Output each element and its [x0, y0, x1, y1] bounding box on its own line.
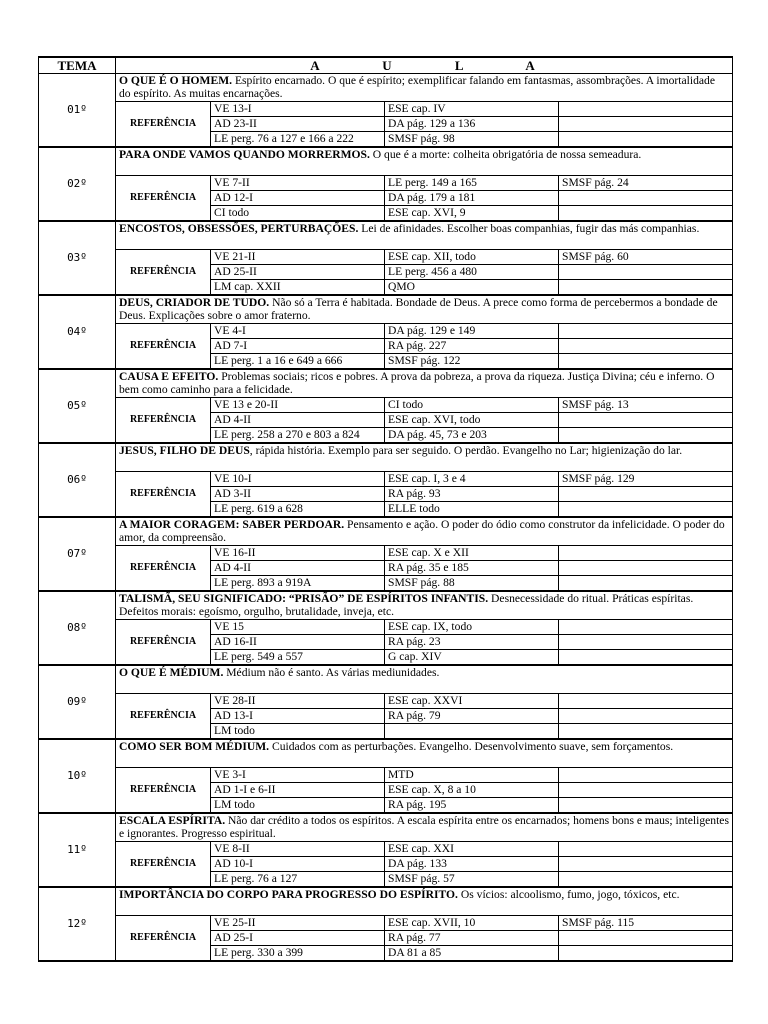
reference-cell: LE perg. 1 a 16 e 649 a 666 — [211, 354, 385, 370]
reference-cell — [559, 620, 733, 635]
reference-cell: VE 28-II — [211, 694, 385, 709]
reference-cell: RA pág. 227 — [385, 339, 559, 354]
lesson-title-row — [39, 517, 733, 546]
reference-cell — [559, 576, 733, 592]
lesson-description — [116, 887, 733, 916]
reference-cell: VE 7-II — [211, 176, 385, 191]
reference-row — [39, 176, 733, 191]
reference-cell: SMSF pág. 115 — [559, 916, 733, 931]
reference-cell — [559, 102, 733, 117]
lesson-description — [116, 295, 733, 324]
reference-label: REFERÊNCIA — [116, 546, 211, 592]
reference-cell: VE 3-I — [211, 768, 385, 783]
reference-cell: VE 15 — [211, 620, 385, 635]
reference-cell: RA pág. 23 — [385, 635, 559, 650]
reference-cell: SMSF pág. 129 — [559, 472, 733, 487]
lesson-rows — [39, 74, 733, 962]
reference-cell — [559, 561, 733, 576]
reference-cell: LE perg. 893 a 919A — [211, 576, 385, 592]
reference-row — [39, 694, 733, 709]
reference-cell: LE perg. 258 a 270 e 803 a 824 — [211, 428, 385, 444]
lesson-description — [116, 813, 733, 842]
lesson-title-row — [39, 739, 733, 768]
reference-cell — [559, 132, 733, 148]
lesson-number: 10º — [39, 739, 116, 813]
lesson-text: Não só a Terra é habitada. Bondade de Deus. A prece como forma de percebermos a bondade de Deus. Explicações sobre o amor fraterno. — [119, 296, 718, 323]
lesson-number: 07º — [39, 517, 116, 591]
reference-row — [39, 398, 733, 413]
lesson-text: , rápida história. Exemplo para ser seguido. O perdão. Evangelho no Lar; higienização do lar. — [249, 444, 683, 457]
lesson-text: Cuidados com as perturbações. Evangelho. Desenvolvimento suave, sem forçamentos. — [269, 740, 674, 753]
reference-cell — [559, 709, 733, 724]
reference-cell: DA pág. 45, 73 e 203 — [385, 428, 559, 444]
reference-cell: SMSF pág. 13 — [559, 398, 733, 413]
lesson-number: 01º — [39, 74, 116, 148]
lesson-description — [116, 739, 733, 768]
reference-cell — [559, 724, 733, 740]
reference-cell — [559, 487, 733, 502]
lesson-title-row — [39, 591, 733, 620]
lesson-title: JESUS, FILHO DE DEUS — [119, 444, 250, 457]
reference-cell — [559, 931, 733, 946]
reference-cell: LE perg. 76 a 127 — [211, 872, 385, 888]
lesson-text: Problemas sociais; ricos e pobres. A prova da pobreza, a prova da riqueza. Justiça Divina; céu e inferno. O bem como caminho para a felicidade. — [119, 370, 715, 397]
reference-cell: LM todo — [211, 798, 385, 814]
reference-row — [39, 324, 733, 339]
reference-cell: AD 4-II — [211, 561, 385, 576]
reference-cell — [559, 428, 733, 444]
lesson-title: TALISMÃ, SEU SIGNIFICADO: “PRISÃO” DE ESPÍRITOS INFANTIS. — [119, 592, 489, 605]
lesson-description — [116, 443, 733, 472]
lesson-number: 03º — [39, 221, 116, 295]
reference-cell — [559, 502, 733, 518]
lesson-title: PARA ONDE VAMOS QUANDO MORRERMOS. — [119, 148, 370, 161]
lesson-number: 04º — [39, 295, 116, 369]
reference-cell: ESE cap. XXI — [385, 842, 559, 857]
reference-cell: ELLE todo — [385, 502, 559, 518]
lesson-title-row — [39, 221, 733, 250]
reference-cell: SMSF pág. 60 — [559, 250, 733, 265]
reference-cell — [559, 783, 733, 798]
reference-cell: VE 4-I — [211, 324, 385, 339]
reference-cell: RA pág. 93 — [385, 487, 559, 502]
lesson-title-row — [39, 295, 733, 324]
lesson-title: O QUE É O HOMEM. — [119, 74, 233, 87]
lesson-description — [116, 665, 733, 694]
reference-cell: AD 25-I — [211, 931, 385, 946]
reference-cell — [559, 768, 733, 783]
lesson-number: 09º — [39, 665, 116, 739]
reference-cell: ESE cap. IX, todo — [385, 620, 559, 635]
reference-cell: ESE cap. XVI, 9 — [385, 206, 559, 222]
reference-label: REFERÊNCIA — [116, 102, 211, 148]
lesson-text: Não dar crédito a todos os espíritos. A escala espírita entre os encarnados; homens bons e maus; inteligentes e ignorantes. Progresso espiritual. — [119, 814, 729, 841]
reference-cell — [559, 324, 733, 339]
reference-cell: ESE cap. XII, todo — [385, 250, 559, 265]
lesson-number: 05º — [39, 369, 116, 443]
reference-cell: DA pág. 133 — [385, 857, 559, 872]
reference-label: REFERÊNCIA — [116, 324, 211, 370]
reference-cell: ESE cap. XXVI — [385, 694, 559, 709]
reference-cell: AD 10-I — [211, 857, 385, 872]
reference-row — [39, 546, 733, 561]
reference-label: REFERÊNCIA — [116, 176, 211, 222]
reference-row — [39, 768, 733, 783]
reference-cell: VE 8-II — [211, 842, 385, 857]
aula-header: A U L A — [116, 57, 733, 74]
reference-cell — [559, 694, 733, 709]
lesson-title: DEUS, CRIADOR DE TUDO. — [119, 296, 270, 309]
reference-cell: ESE cap. X e XII — [385, 546, 559, 561]
reference-cell — [559, 280, 733, 296]
reference-cell — [559, 798, 733, 814]
reference-row — [39, 916, 733, 931]
lesson-title: ESCALA ESPÍRITA. — [119, 814, 226, 827]
reference-cell: QMO — [385, 280, 559, 296]
reference-cell: RA pág. 77 — [385, 931, 559, 946]
reference-cell: DA 81 a 85 — [385, 946, 559, 962]
reference-cell: CI todo — [211, 206, 385, 222]
reference-cell: ESE cap. I, 3 e 4 — [385, 472, 559, 487]
reference-cell: SMSF pág. 122 — [385, 354, 559, 370]
lesson-title-row — [39, 443, 733, 472]
reference-cell: LE perg. 76 a 127 e 166 a 222 — [211, 132, 385, 148]
reference-cell: MTD — [385, 768, 559, 783]
reference-cell — [559, 546, 733, 561]
reference-cell — [559, 635, 733, 650]
reference-cell: G cap. XIV — [385, 650, 559, 666]
reference-cell: SMSF pág. 57 — [385, 872, 559, 888]
reference-cell: ESE cap. XVII, 10 — [385, 916, 559, 931]
reference-cell — [559, 206, 733, 222]
reference-cell — [559, 857, 733, 872]
reference-cell: ESE cap. X, 8 a 10 — [385, 783, 559, 798]
reference-cell — [559, 339, 733, 354]
reference-label: REFERÊNCIA — [116, 398, 211, 444]
reference-cell — [559, 265, 733, 280]
reference-cell: LM cap. XXII — [211, 280, 385, 296]
reference-cell: VE 13-I — [211, 102, 385, 117]
lesson-description — [116, 221, 733, 250]
reference-cell: LE perg. 149 a 165 — [385, 176, 559, 191]
reference-cell — [559, 872, 733, 888]
lesson-description — [116, 147, 733, 176]
reference-row — [39, 102, 733, 117]
reference-cell — [559, 413, 733, 428]
reference-cell — [559, 191, 733, 206]
lesson-title: O QUE É MÉDIUM. — [119, 666, 224, 679]
lesson-title-row — [39, 887, 733, 916]
reference-cell: AD 23-II — [211, 117, 385, 132]
lesson-description — [116, 517, 733, 546]
reference-cell: LE perg. 619 a 628 — [211, 502, 385, 518]
tema-header: TEMA — [39, 57, 116, 74]
reference-label: REFERÊNCIA — [116, 620, 211, 666]
lesson-text: Pensamento e ação. O poder do ódio como construtor da infelicidade. O poder do amor, da compreensão. — [119, 518, 725, 545]
reference-cell — [559, 117, 733, 132]
reference-cell: AD 4-II — [211, 413, 385, 428]
lesson-table — [38, 56, 733, 962]
reference-row — [39, 620, 733, 635]
lesson-title-row — [39, 369, 733, 398]
lesson-description — [116, 74, 733, 102]
lesson-title: IMPORTÂNCIA DO CORPO PARA PROGRESSO DO ESPÍRITO. — [119, 888, 458, 901]
reference-cell: LM todo — [211, 724, 385, 740]
reference-row — [39, 842, 733, 857]
reference-cell: AD 16-II — [211, 635, 385, 650]
lesson-number: 12º — [39, 887, 116, 961]
reference-cell: RA pág. 79 — [385, 709, 559, 724]
reference-cell: AD 25-II — [211, 265, 385, 280]
lesson-title-row — [39, 665, 733, 694]
reference-cell: AD 12-I — [211, 191, 385, 206]
reference-cell: RA pág. 195 — [385, 798, 559, 814]
reference-cell: AD 3-II — [211, 487, 385, 502]
reference-cell: AD 13-I — [211, 709, 385, 724]
lesson-description — [116, 369, 733, 398]
reference-cell: VE 13 e 20-II — [211, 398, 385, 413]
reference-cell: VE 10-I — [211, 472, 385, 487]
reference-cell — [559, 946, 733, 962]
reference-label: REFERÊNCIA — [116, 472, 211, 518]
lesson-title-row — [39, 147, 733, 176]
lesson-text: Desnecessidade do ritual. Práticas espíritas. Defeitos morais: egoísmo, orgulho, brutalidade, inveja, etc. — [119, 592, 694, 619]
reference-label: REFERÊNCIA — [116, 250, 211, 296]
lesson-number: 06º — [39, 443, 116, 517]
lesson-text: O que é a morte: colheita obrigatória de nossa semeadura. — [369, 148, 642, 161]
lesson-title-row — [39, 74, 733, 102]
reference-cell: SMSF pág. 88 — [385, 576, 559, 592]
lesson-number: 02º — [39, 147, 116, 221]
reference-cell: AD 1-I e 6-II — [211, 783, 385, 798]
reference-cell — [559, 842, 733, 857]
lesson-number: 08º — [39, 591, 116, 665]
reference-cell: CI todo — [385, 398, 559, 413]
lesson-title: CAUSA E EFEITO. — [119, 370, 219, 383]
reference-cell: SMSF pág. 24 — [559, 176, 733, 191]
reference-cell: VE 16-II — [211, 546, 385, 561]
reference-cell: RA pág. 35 e 185 — [385, 561, 559, 576]
reference-label: REFERÊNCIA — [116, 768, 211, 814]
reference-cell: VE 25-II — [211, 916, 385, 931]
reference-cell: ESE cap. XVI, todo — [385, 413, 559, 428]
reference-row — [39, 472, 733, 487]
reference-cell — [385, 724, 559, 740]
lesson-title-row — [39, 813, 733, 842]
lesson-number: 11º — [39, 813, 116, 887]
lesson-text: Médium não é santo. As várias mediunidades. — [223, 666, 440, 679]
reference-cell — [559, 650, 733, 666]
reference-label: REFERÊNCIA — [116, 842, 211, 888]
reference-label: REFERÊNCIA — [116, 694, 211, 740]
lesson-text: Os vícios: alcoolismo, fumo, jogo, tóxicos, etc. — [457, 888, 680, 901]
reference-label: REFERÊNCIA — [116, 916, 211, 962]
reference-cell: SMSF pág. 98 — [385, 132, 559, 148]
table-header-row — [39, 57, 733, 74]
lesson-text: Lei de afinidades. Escolher boas companhias, fugir das más companhias. — [358, 222, 700, 235]
reference-cell: LE perg. 330 a 399 — [211, 946, 385, 962]
lesson-title: ENCOSTOS, OBSESSÕES, PERTURBAÇÕES. — [119, 222, 359, 235]
reference-cell: VE 21-II — [211, 250, 385, 265]
lesson-text: Espírito encarnado. O que é espírito; exemplificar falando em fantasmas, assombrações. A imortalidade do espírito. As muitas encarnações. — [119, 74, 715, 101]
reference-cell: DA pág. 179 a 181 — [385, 191, 559, 206]
reference-cell: LE perg. 549 a 557 — [211, 650, 385, 666]
reference-cell: DA pág. 129 a 136 — [385, 117, 559, 132]
reference-cell — [559, 354, 733, 370]
lesson-description — [116, 591, 733, 620]
reference-cell: ESE cap. IV — [385, 102, 559, 117]
reference-row — [39, 250, 733, 265]
reference-cell: AD 7-I — [211, 339, 385, 354]
reference-cell: DA pág. 129 e 149 — [385, 324, 559, 339]
lesson-title: A MAIOR CORAGEM: SABER PERDOAR. — [119, 518, 345, 531]
lesson-title: COMO SER BOM MÉDIUM. — [119, 740, 270, 753]
reference-cell: LE perg. 456 a 480 — [385, 265, 559, 280]
